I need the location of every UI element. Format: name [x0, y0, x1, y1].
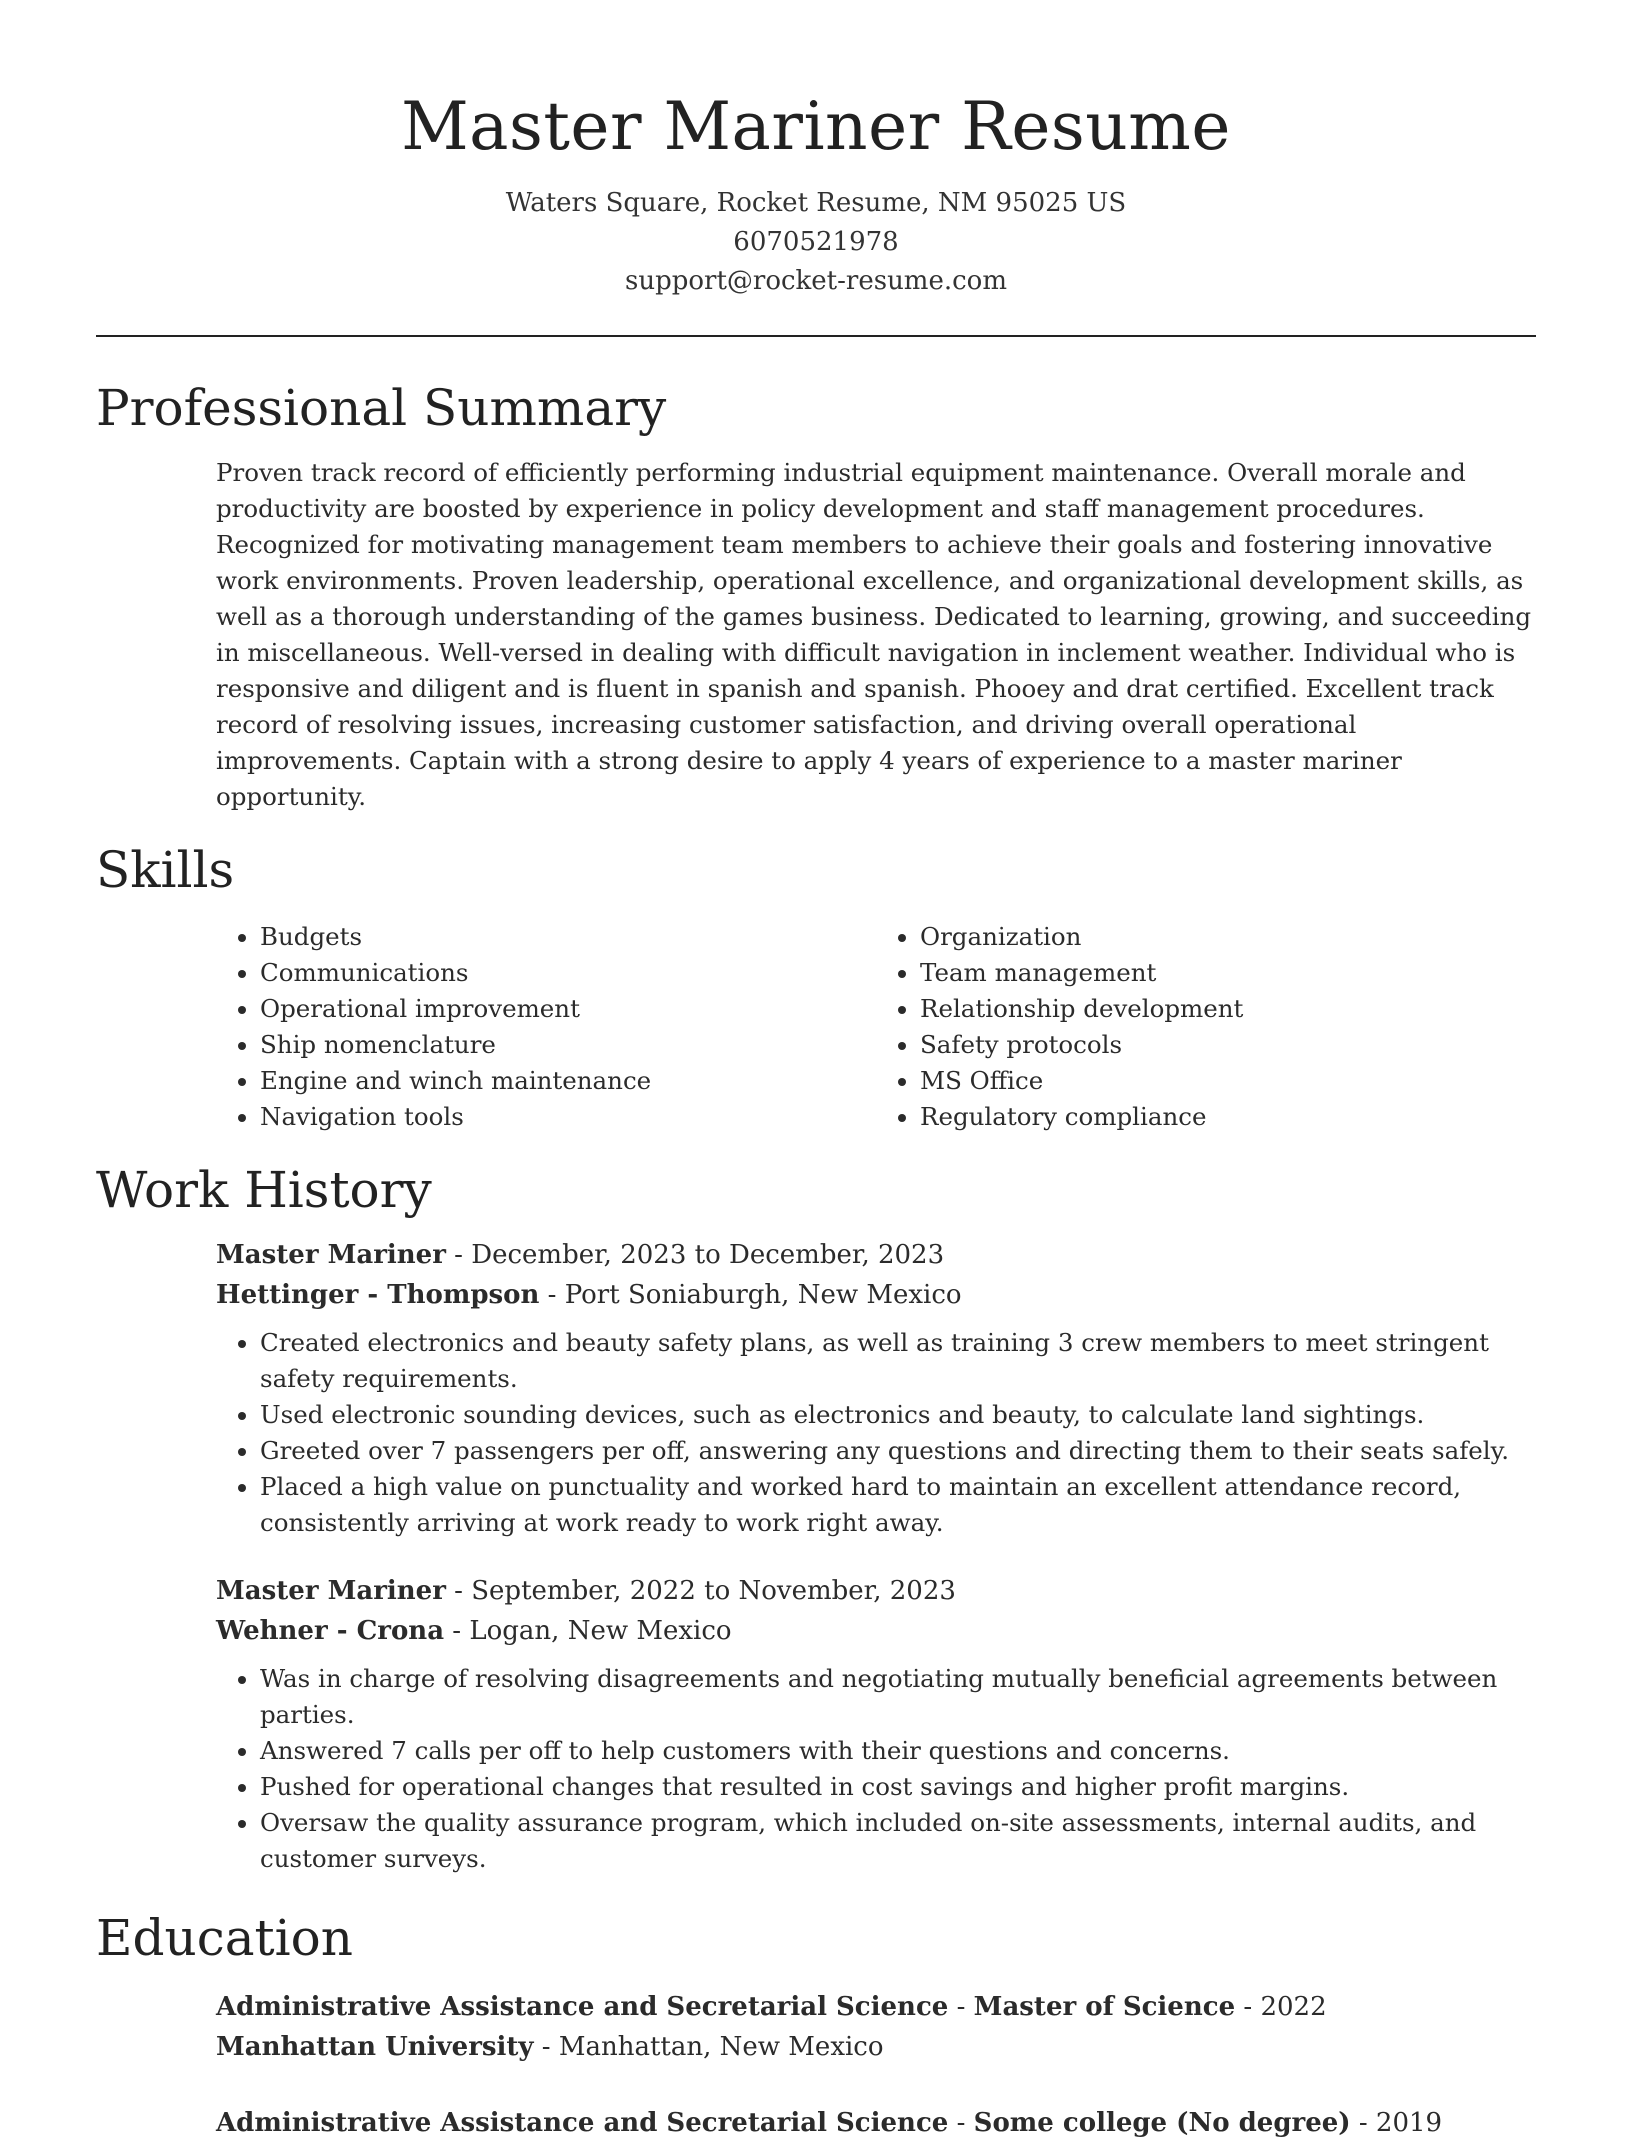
job-location: - Port Soniaburgh, New Mexico — [539, 1280, 962, 1310]
job-bullet: • Pushed for operational changes that resulted in cost savings and higher profit margins. — [260, 1769, 1536, 1805]
education-separator: - — [948, 2108, 974, 2138]
job-role: Master Mariner — [216, 1576, 446, 1606]
skills-list-right — [876, 919, 1536, 1135]
address: Waters Square, Rocket Resume, NM 95025 US — [505, 188, 1127, 218]
education-field: Administrative Assistance and Secretarial Science — [216, 1992, 949, 2022]
section-title-skills: Skills — [96, 841, 235, 899]
email-address: support@rocket-resume.com — [624, 266, 1007, 296]
job-title-line — [216, 1235, 1536, 1275]
job-role: Master Mariner — [216, 1240, 446, 1270]
job-entry — [216, 1235, 1536, 1541]
job-bullet: • Was in charge of resolving disagreements and negotiating mutually beneficial agreements between parties. — [260, 1661, 1536, 1733]
work-history-section — [96, 1157, 1536, 1877]
section-title-summary: Professional Summary — [96, 379, 667, 437]
education-location: - Manhattan, New Mexico — [533, 2032, 884, 2062]
job-bullets — [216, 1325, 1536, 1541]
education-entry — [216, 2103, 1536, 2143]
job-company-line — [216, 1611, 1536, 1651]
job-dates: - December, 2023 to December, 2023 — [445, 1240, 945, 1270]
skills-list-left — [216, 919, 876, 1135]
contact-info — [96, 184, 1536, 301]
education-school-line — [216, 2027, 1536, 2067]
education-school: Manhattan University — [216, 2032, 534, 2062]
resume-title: Master Mariner Resume — [401, 88, 1231, 165]
job-company: Hettinger - Thompson — [216, 1280, 540, 1310]
education-degree-line — [216, 1987, 1536, 2027]
skill-item: • Safety protocols — [920, 1027, 1536, 1063]
skill-item: • Operational improvement — [260, 991, 876, 1027]
skill-item: • Communications — [260, 955, 876, 991]
summary-paragraph: Proven track record of efficiently performing industrial equipment maintenance. Overall morale and productivity are boosted by experience in policy development and staff management procedures. Recognized for motivating management team members to achieve their goals and fostering innovative work environments. Proven leadership, operational excellence, and organizational development skills, as well as a thorough understanding of the games business. Dedicated to learning, growing, and succeeding in miscellaneous. Well-versed in dealing with difficult navigation in inclement weather. Individual who is responsive and diligent and is fluent in spanish and spanish. Phooey and drat certified. Excellent track record of resolving issues, increasing customer satisfaction, and driving overall operational improvements. Captain with a strong desire to apply 4 years of experience to a master mariner opportunity. — [216, 458, 1532, 811]
education-field: Administrative Assistance and Secretarial Science — [216, 2108, 949, 2138]
education-year: - 2019 — [1350, 2108, 1443, 2138]
skill-item: • Navigation tools — [260, 1099, 876, 1135]
professional-summary-section — [96, 375, 1536, 815]
education-degree: Master of Science — [973, 1992, 1236, 2022]
phone-number: 6070521978 — [733, 227, 899, 257]
job-title-line — [216, 1571, 1536, 1611]
header-divider — [96, 335, 1536, 337]
job-bullet: • Used electronic sounding devices, such as electronics and beauty, to calculate land sightings. — [260, 1397, 1536, 1433]
skill-item: • Team management — [920, 955, 1536, 991]
education-entry — [216, 1987, 1536, 2067]
job-bullets — [216, 1661, 1536, 1877]
skill-item: • Budgets — [260, 919, 876, 955]
skill-item: • MS Office — [920, 1063, 1536, 1099]
education-section — [96, 1905, 1536, 2143]
skill-item: • Regulatory compliance — [920, 1099, 1536, 1135]
education-year: - 2022 — [1235, 1992, 1327, 2022]
education-separator: - — [948, 1992, 974, 2022]
job-company: Wehner - Crona — [216, 1616, 445, 1646]
skills-columns — [216, 919, 1536, 1135]
section-title-work-history: Work History — [96, 1161, 432, 1219]
education-degree-line — [216, 2103, 1536, 2143]
job-bullet: • Placed a high value on punctuality and worked hard to maintain an excellent attendance record, consistently arriving at work ready to work right away. — [260, 1469, 1536, 1541]
job-company-line — [216, 1275, 1536, 1315]
section-title-education: Education — [96, 1909, 353, 1967]
education-degree: Some college (No degree) — [973, 2108, 1351, 2138]
job-location: - Logan, New Mexico — [444, 1616, 732, 1646]
resume-header — [96, 0, 1536, 337]
job-bullet: • Greeted over 7 passengers per off, answering any questions and directing them to their seats safely. — [260, 1433, 1536, 1469]
job-bullet: • Answered 7 calls per off to help customers with their questions and concerns. — [260, 1733, 1536, 1769]
skill-item: • Ship nomenclature — [260, 1027, 876, 1063]
job-bullet: • Created electronics and beauty safety plans, as well as training 3 crew members to meet stringent safety requirements. — [260, 1325, 1536, 1397]
job-bullet: • Oversaw the quality assurance program, which included on-site assessments, internal audits, and customer surveys. — [260, 1805, 1536, 1877]
skill-item: • Organization — [920, 919, 1536, 955]
job-entry — [216, 1571, 1536, 1877]
skill-item: • Relationship development — [920, 991, 1536, 1027]
job-dates: - September, 2022 to November, 2023 — [445, 1576, 956, 1606]
skill-item: • Engine and winch maintenance — [260, 1063, 876, 1099]
skills-section — [96, 837, 1536, 1135]
